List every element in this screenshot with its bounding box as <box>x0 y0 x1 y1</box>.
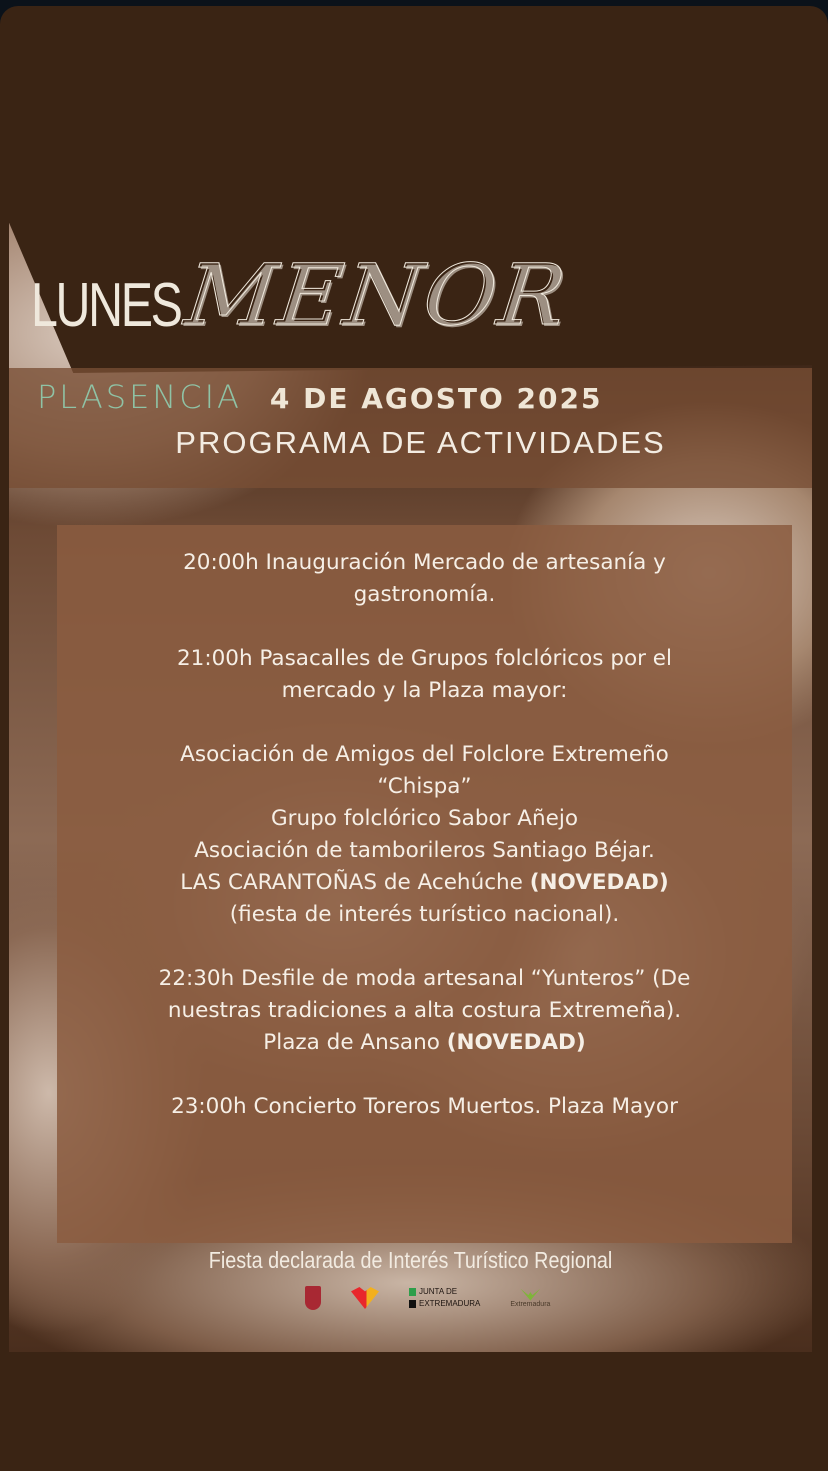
program-box <box>57 525 792 1243</box>
program-item <box>57 547 792 611</box>
program-line-text: nuestras tradiciones a alta costura Extremeña). <box>167 998 682 1023</box>
program-line-text: Grupo folclórico Sabor Añejo <box>270 806 578 831</box>
program-item <box>57 1091 792 1123</box>
program-line-text: Asociación de tamborileros Santiago Béjar. <box>194 838 655 863</box>
program-line <box>57 963 792 995</box>
program-line <box>57 547 792 579</box>
program-line <box>57 803 792 835</box>
event-date: 4 DE AGOSTO 2025 <box>269 382 603 415</box>
program-line <box>57 675 792 707</box>
program-line <box>57 771 792 803</box>
program-line-text: 21:00h Pasacalles de Grupos folclóricos por el <box>177 646 672 671</box>
program-line-text: LAS CARANTOÑAS de Acehúche <box>180 870 530 895</box>
program-line <box>57 739 792 771</box>
junta-extremadura-logo <box>409 1287 480 1309</box>
program-list <box>57 547 792 1155</box>
program-line <box>57 867 792 899</box>
heart-logo-icon <box>351 1287 379 1309</box>
program-line <box>57 835 792 867</box>
location-date-row <box>37 378 602 416</box>
program-line-text: “Chispa” <box>377 774 472 799</box>
program-line-text: gastronomía. <box>353 582 496 607</box>
program-item <box>57 739 792 931</box>
program-line-text: 20:00h Inauguración Mercado de artesanía y <box>183 550 666 575</box>
black-square-icon <box>409 1300 416 1308</box>
program-line <box>57 643 792 675</box>
event-poster <box>9 213 812 1352</box>
program-line <box>57 579 792 611</box>
green-square-icon <box>409 1288 416 1296</box>
program-heading: PROGRAMA DE ACTIVIDADES <box>175 425 666 460</box>
ayuntamiento-shield-icon <box>305 1286 321 1310</box>
poster-title <box>31 246 573 344</box>
title-lunes: LUNES <box>31 271 181 340</box>
program-line <box>57 1027 792 1059</box>
extremadura-leaf-logo <box>510 1289 550 1308</box>
program-line <box>57 899 792 931</box>
novedad-badge: (NOVEDAD) <box>529 870 669 895</box>
program-line-text: Plaza de Ansano <box>263 1030 447 1055</box>
program-line <box>57 995 792 1027</box>
program-line-text: 22:30h Desfile de moda artesanal “Yunteros” (De <box>158 966 691 991</box>
leaf-icon <box>520 1289 540 1301</box>
program-line-text: 23:00h Concierto Toreros Muertos. Plaza Mayor <box>171 1094 678 1119</box>
footer-declaration: Fiesta declarada de Interés Turístico Regional <box>208 1247 613 1273</box>
sponsor-logos <box>305 1286 550 1310</box>
program-line-text: Asociación de Amigos del Folclore Extremeño <box>180 742 669 767</box>
title-menor: MENOR <box>180 246 573 344</box>
location-label: PLASENCIA <box>37 378 242 416</box>
program-line-text: mercado y la Plaza mayor: <box>281 678 568 703</box>
novedad-badge: (NOVEDAD) <box>446 1030 586 1055</box>
extremadura-logo-text: Extremadura <box>510 1300 551 1308</box>
program-line-text: (fiesta de interés turístico nacional). <box>229 902 620 927</box>
program-item <box>57 963 792 1059</box>
junta-line1: JUNTA DE <box>419 1287 458 1296</box>
program-line <box>57 1091 792 1123</box>
program-item <box>57 643 792 707</box>
junta-line2: EXTREMADURA <box>419 1299 481 1308</box>
